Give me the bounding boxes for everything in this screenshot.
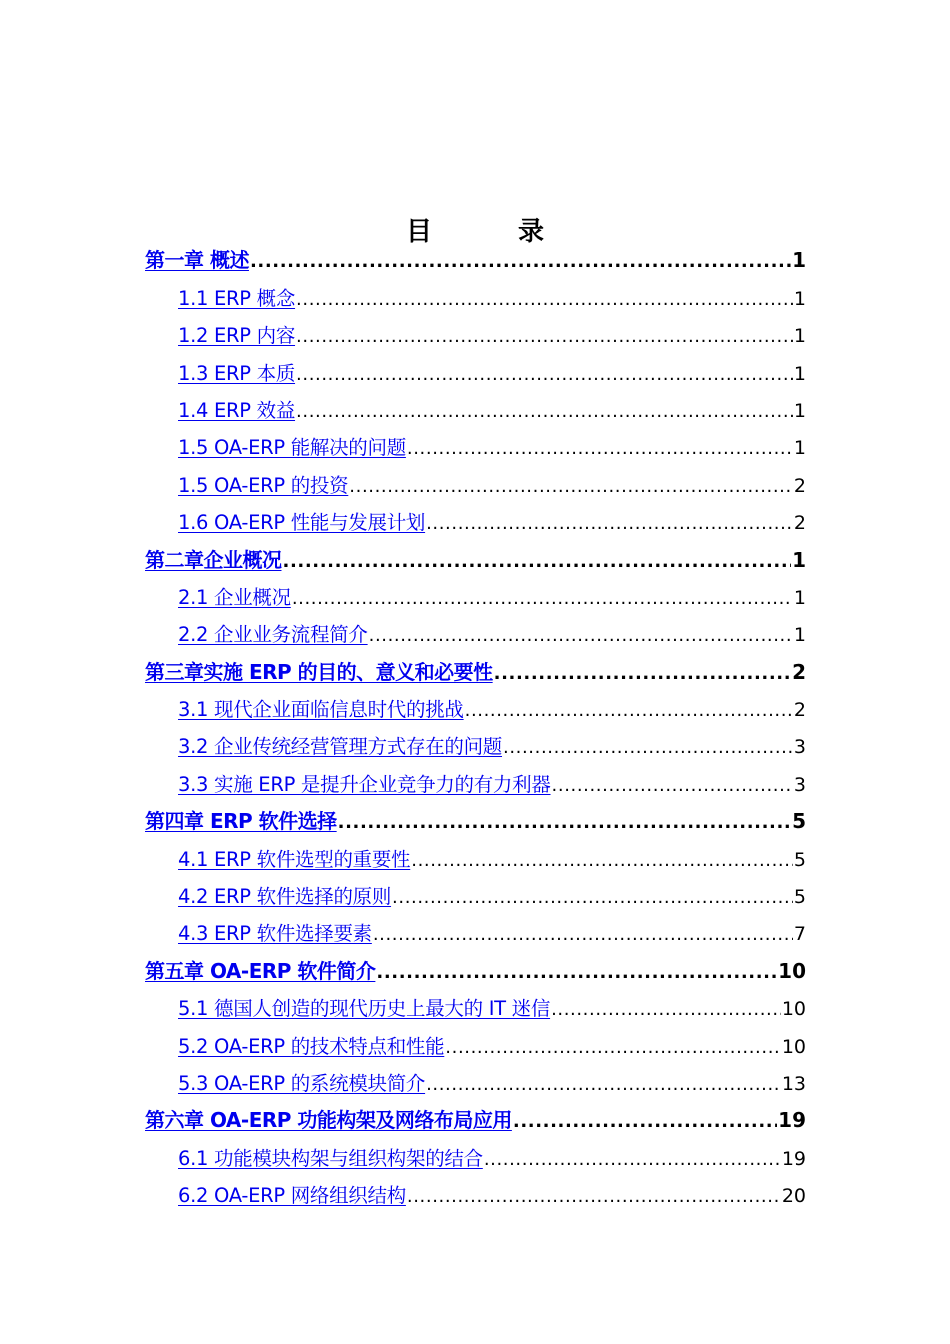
toc-entry bbox=[178, 1068, 806, 1101]
toc-page-number: 20 bbox=[781, 1185, 806, 1208]
toc-section-link[interactable]: 3.2 企业传统经营管理方式存在的问题 bbox=[178, 735, 503, 759]
toc-dot-leader bbox=[503, 737, 793, 758]
toc-entry bbox=[145, 805, 806, 839]
toc-dot-leader bbox=[296, 326, 793, 347]
toc-section-link[interactable]: 1.4 ERP 效益 bbox=[178, 398, 296, 422]
toc-page-number: 7 bbox=[793, 923, 806, 946]
toc-page-number: 1 bbox=[792, 547, 806, 572]
toc-section-row bbox=[0, 503, 950, 540]
toc-dot-leader bbox=[296, 401, 793, 422]
toc-section-row bbox=[0, 428, 950, 465]
toc-section-link[interactable]: 5.3 OA-ERP 的系统模块简介 bbox=[178, 1071, 426, 1095]
toc-section-link[interactable]: 1.5 OA-ERP 能解决的问题 bbox=[178, 436, 406, 460]
toc-dot-leader bbox=[411, 850, 793, 871]
toc-section-link[interactable]: 1.1 ERP 概念 bbox=[178, 286, 296, 310]
toc-dot-leader bbox=[296, 364, 793, 385]
toc-section-row bbox=[0, 353, 950, 390]
toc-section-row bbox=[0, 727, 950, 764]
toc-dot-leader bbox=[292, 588, 793, 609]
toc-entry bbox=[178, 1031, 806, 1064]
toc-dot-leader bbox=[426, 513, 793, 534]
toc-page-number: 2 bbox=[793, 699, 806, 722]
toc-dot-leader bbox=[552, 775, 793, 796]
toc-page-number: 19 bbox=[781, 1147, 806, 1170]
toc-section-row bbox=[0, 764, 950, 801]
toc-entry bbox=[178, 582, 806, 615]
toc-chapter-link[interactable]: 第六章 OA-ERP 功能构架及网络布局应用 bbox=[145, 1108, 512, 1133]
toc-section-row bbox=[0, 391, 950, 428]
toc-chapter-row bbox=[0, 540, 950, 577]
toc-entry bbox=[178, 1180, 806, 1213]
toc-chapter-link[interactable]: 第一章 概述 bbox=[145, 248, 249, 273]
toc-section-link[interactable]: 6.2 OA-ERP 网络组织结构 bbox=[178, 1184, 406, 1208]
toc-chapter-row bbox=[0, 1101, 950, 1138]
toc-page-number: 5 bbox=[792, 809, 806, 834]
toc-entry bbox=[178, 918, 806, 951]
toc-dot-leader bbox=[369, 625, 793, 646]
toc-page-number: 10 bbox=[778, 958, 806, 983]
table-of-contents bbox=[0, 241, 950, 1213]
toc-chapter-link[interactable]: 第五章 OA-ERP 软件简介 bbox=[145, 958, 376, 983]
toc-section-row bbox=[0, 839, 950, 876]
toc-dot-leader bbox=[283, 551, 792, 572]
toc-section-link[interactable]: 2.2 企业业务流程简介 bbox=[178, 623, 368, 647]
toc-page-number: 3 bbox=[793, 736, 806, 759]
toc-chapter-link[interactable]: 第四章 ERP 软件选择 bbox=[145, 809, 337, 834]
toc-dot-leader bbox=[513, 1111, 777, 1132]
toc-section-row bbox=[0, 1176, 950, 1213]
toc-entry bbox=[145, 656, 806, 690]
toc-entry bbox=[178, 470, 806, 503]
toc-entry bbox=[178, 881, 806, 914]
toc-page-number: 1 bbox=[793, 362, 806, 385]
toc-section-row bbox=[0, 1064, 950, 1101]
toc-entry bbox=[178, 358, 806, 391]
toc-section-link[interactable]: 5.2 OA-ERP 的技术特点和性能 bbox=[178, 1034, 445, 1058]
toc-entry bbox=[145, 544, 806, 578]
toc-page-number: 3 bbox=[793, 773, 806, 796]
toc-chapter-row bbox=[0, 652, 950, 689]
toc-dot-leader bbox=[373, 924, 793, 945]
toc-page-number: 1 bbox=[793, 399, 806, 422]
toc-section-row bbox=[0, 989, 950, 1026]
toc-page-number: 1 bbox=[793, 287, 806, 310]
toc-section-row bbox=[0, 316, 950, 353]
toc-page-number: 2 bbox=[793, 512, 806, 535]
toc-page-number: 5 bbox=[793, 886, 806, 909]
toc-page-number: 1 bbox=[793, 624, 806, 647]
toc-section-link[interactable]: 1.5 OA-ERP 的投资 bbox=[178, 473, 349, 497]
toc-entry bbox=[178, 694, 806, 727]
toc-section-link[interactable]: 1.3 ERP 本质 bbox=[178, 361, 296, 385]
toc-section-link[interactable]: 1.6 OA-ERP 性能与发展计划 bbox=[178, 511, 426, 535]
toc-dot-leader bbox=[494, 663, 791, 684]
toc-page-number: 10 bbox=[781, 1035, 806, 1058]
toc-section-link[interactable]: 1.2 ERP 内容 bbox=[178, 324, 296, 348]
toc-dot-leader bbox=[551, 999, 781, 1020]
toc-page-number: 1 bbox=[792, 248, 806, 273]
toc-entry bbox=[178, 844, 806, 877]
toc-entry bbox=[178, 395, 806, 428]
toc-chapter-row bbox=[0, 802, 950, 839]
toc-page-number: 2 bbox=[793, 474, 806, 497]
toc-section-row bbox=[0, 615, 950, 652]
toc-section-link[interactable]: 4.3 ERP 软件选择要素 bbox=[178, 922, 372, 946]
toc-section-row bbox=[0, 914, 950, 951]
toc-dot-leader bbox=[445, 1037, 781, 1058]
toc-page-number: 1 bbox=[793, 586, 806, 609]
toc-entry bbox=[178, 507, 806, 540]
toc-entry bbox=[178, 731, 806, 764]
toc-dot-leader bbox=[349, 476, 793, 497]
toc-section-link[interactable]: 3.1 现代企业面临信息时代的挑战 bbox=[178, 698, 464, 722]
toc-dot-leader bbox=[376, 962, 777, 983]
toc-chapter-row bbox=[0, 241, 950, 278]
toc-entry bbox=[145, 955, 806, 989]
toc-dot-leader bbox=[465, 700, 793, 721]
toc-section-row bbox=[0, 690, 950, 727]
toc-title: 目 录 bbox=[405, 217, 574, 247]
toc-section-row bbox=[0, 877, 950, 914]
toc-section-link[interactable]: 5.1 德国人创造的现代历史上最大的 IT 迷信 bbox=[178, 997, 551, 1021]
toc-chapter-link[interactable]: 第二章企业概况 bbox=[145, 547, 282, 572]
toc-entry bbox=[145, 1104, 806, 1138]
toc-chapter-link[interactable]: 第三章实施 ERP 的目的、意义和必要性 bbox=[145, 659, 493, 684]
toc-section-link[interactable]: 6.1 功能模块构架与组织构架的结合 bbox=[178, 1146, 483, 1170]
toc-entry bbox=[178, 769, 806, 802]
toc-dot-leader bbox=[484, 1149, 781, 1170]
toc-section-row bbox=[0, 1138, 950, 1175]
toc-section-row bbox=[0, 278, 950, 315]
toc-page-number: 1 bbox=[793, 325, 806, 348]
toc-section-link[interactable]: 4.2 ERP 软件选择的原则 bbox=[178, 885, 392, 909]
toc-dot-leader bbox=[407, 438, 793, 459]
toc-page-number: 10 bbox=[781, 998, 806, 1021]
toc-entry bbox=[178, 432, 806, 465]
toc-section-link[interactable]: 4.1 ERP 软件选型的重要性 bbox=[178, 847, 411, 871]
toc-dot-leader bbox=[407, 1186, 781, 1207]
toc-section-row bbox=[0, 578, 950, 615]
toc-section-link[interactable]: 3.3 实施 ERP 是提升企业竞争力的有力利器 bbox=[178, 772, 551, 796]
toc-section-link[interactable]: 2.1 企业概况 bbox=[178, 585, 291, 609]
toc-page-number: 1 bbox=[793, 437, 806, 460]
toc-dot-leader bbox=[296, 289, 793, 310]
toc-chapter-row bbox=[0, 951, 950, 988]
toc-page-number: 2 bbox=[792, 659, 806, 684]
toc-section-row bbox=[0, 465, 950, 502]
toc-entry bbox=[178, 283, 806, 316]
toc-page-number: 13 bbox=[781, 1072, 806, 1095]
toc-entry bbox=[145, 244, 806, 278]
toc-section-row bbox=[0, 1026, 950, 1063]
toc-entry bbox=[178, 320, 806, 353]
toc-dot-leader bbox=[426, 1074, 781, 1095]
toc-page-number: 5 bbox=[793, 848, 806, 871]
toc-entry bbox=[178, 993, 806, 1026]
toc-dot-leader bbox=[338, 812, 791, 833]
toc-page-number: 19 bbox=[778, 1108, 806, 1133]
toc-dot-leader bbox=[250, 251, 791, 272]
toc-dot-leader bbox=[392, 887, 793, 908]
toc-entry bbox=[178, 619, 806, 652]
toc-entry bbox=[178, 1143, 806, 1176]
